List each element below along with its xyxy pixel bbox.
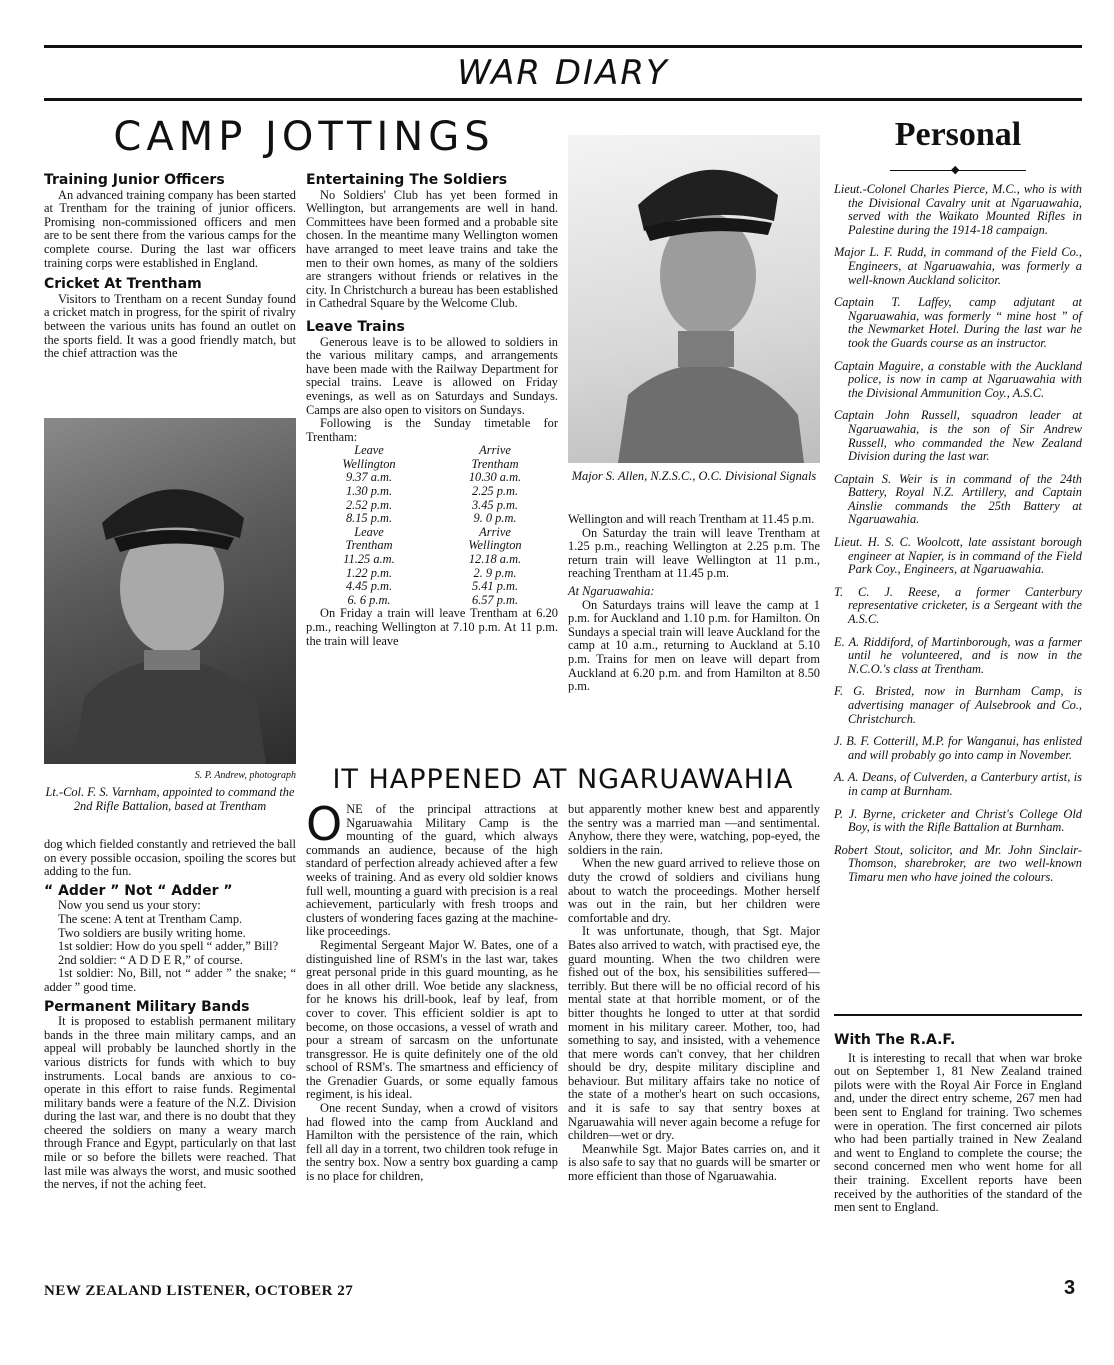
- leave-trains-text-2: Following is the Sunday timetable for Trentham:: [306, 416, 558, 444]
- adder-line: Two soldiers are busily writing home.: [58, 925, 246, 940]
- col3-text-3: On Saturdays trains will leave the camp at 1 p.m. for Auckland and 1.10 p.m. for Hamilton. On Sundays a special train will leave Auckland for the camp at 10 a.m., returning to Auckland at 5.10 p.m. Trains for men on leave will depart from Auckland at 6.20 p.m. and from Hamilton at 8.50 p.m.: [568, 597, 820, 694]
- bands-text: It is proposed to establish permanent military bands in the three main military camps, and an appeal will probably be launched shortly in the various districts for funds with which to buy instruments. Local bands are anxious to co-operate in this effort to raise funds. Regimental military bands were a feature of the N.Z. Division during the last war, and there is no doubt that they cheered the soldiers on many a weary march through France and Egypt, particularly on that last mile or so before the billets were reached. That last mile was always the worst, and music soothed the nerves, if not the aching feet.: [44, 1014, 296, 1192]
- table-row: 1.30 p.m. 2.25 p.m.: [345, 484, 519, 499]
- happened-text-b1: but apparently mother knew best and apparently the sentry was a married man —and sentimental. Anyhow, there they were, watching, pop-eyed, the soldiers in the rain.: [568, 802, 820, 857]
- personal-item: Captain T. Laffey, camp adjutant at Ngaruawahia, was formerly “ mine host ” of the Newmarket Hotel. During the last war he took the Guards course as an instructor.: [834, 295, 1082, 350]
- entertaining-heading: Entertaining The Soldiers: [306, 172, 508, 188]
- happened-title: IT HAPPENED AT NGARUAWAHIA: [332, 764, 794, 795]
- drop-cap: O: [306, 797, 343, 851]
- col3-text-1: Wellington and will reach Trentham at 11.45 p.m.: [568, 512, 815, 526]
- personal-item: P. J. Byrne, cricketer and Christ's College Old Boy, is with the Rifle Battalion at Burnham.: [834, 806, 1082, 835]
- personal-item: Robert Stout, solicitor, and Mr. John Sinclair-Thomson, sharebroker, are two well-known Timaru men who have joined the colours.: [834, 842, 1082, 884]
- happened-text-b2: When the new guard arrived to relieve those on duty the crowd of soldiers and civilians hung about to watch the proceedings. Mother herself was out in the rain, but her children were comfortable and dry.: [568, 856, 820, 925]
- section-title: WAR DIARY: [457, 53, 669, 93]
- cricket-text-2: dog which fielded constantly and retrieved the ball on every possible occasion, spoiling the scores but adding to the fun.: [44, 837, 296, 879]
- happened-text-b4: Meanwhile Sgt. Major Bates carries on, and it is also safe to say that no guards will be smarter or more efficient than those of Ngaruawahia.: [568, 1141, 820, 1184]
- timetable-to-trentham: [306, 444, 558, 607]
- column-3: [568, 513, 820, 694]
- happened-text-a3: One recent Sunday, when a crowd of visitors had flowed into the camp from Auckland and Hamilton with the persistence of the rain, which fell all day in a torrent, two children took refuge in the sentry box. Now a sentry box guarding a camp is no place for children,: [306, 1101, 558, 1184]
- leave-trains-text-1: Generous leave is to be allowed to soldiers in the various military camps, and arrangements have been made with the Railway Department for special trains. Leave is allowed on Friday evenings, as well as on Saturdays and Sundays. Camps are also open to visitors on Sundays.: [306, 334, 558, 417]
- raf-section: [834, 1030, 1082, 1215]
- table-row: 8.15 p.m. 9. 0 p.m.: [345, 511, 517, 526]
- table-header: Leave: [354, 524, 384, 539]
- adder-line: 1st soldier: No, Bill, not “ adder ” the snake; “ adder ” good time.: [44, 966, 296, 994]
- raf-heading: With The R.A.F.: [834, 1032, 956, 1048]
- training-text: An advanced training company has been started at Trentham for the training of junior officers. Promising non-commissioned officers and men are to be sent there from the various camps for the complete course. During the last war officers training corps were established in England.: [44, 187, 296, 270]
- entertaining-text: No Soldiers' Club has yet been formed in Wellington, but arrangements are well in hand. Committees have been formed and a probable site chosen. In the meantime many Wellington women have arranged to meet leave trains and take the men to their own homes, as many of the soldiers are strangers without friends or relatives in the city. In Christchurch a bureau has been established in Cathedral Square by the Welcome Club.: [306, 187, 558, 311]
- happened-column-a: [306, 797, 558, 1184]
- personal-item: Captain John Russell, squadron leader at Ngaruawahia, is the son of Sir Andrew Russell, who commanded the New Zealand Division during the last war.: [834, 408, 1082, 464]
- table-header: Arrive: [479, 524, 511, 539]
- table-row: 2.52 p.m. 3.45 p.m.: [345, 497, 519, 512]
- cricket-text-1: Visitors to Trentham on a recent Sunday found a cricket match in progress, for the spirit of rivalry between the various units has found an outlet on the sports field. It was a good friendly match, but the chief attraction was the: [44, 291, 296, 361]
- officer-profile-icon: [568, 135, 820, 463]
- masthead-bottom-rule: [44, 98, 1082, 101]
- officer-portrait-icon: [44, 418, 296, 764]
- allen-photo: [568, 135, 820, 463]
- table-row: 6. 6 p.m. 6.57 p.m.: [347, 592, 519, 607]
- happened-text-a1: NE of the principal attractions at Ngaruawahia Military Camp is the mounting of the guard, which always commands an audience, because of the high standard of perfection already achieved after a few weeks of training. And as every old soldier knows full well, mounting a guard with precision is a real achievement, particularly with fresh troops and clusters of wondering faces gazing at the machine-like proceedings.: [306, 802, 558, 939]
- table-row: 4.45 p.m. 5.41 p.m.: [345, 579, 519, 594]
- personal-item: Captain Maguire, a constable with the Auckland police, is now in camp at Ngaruawahia with the Divisional Ammunition Coy., A.S.C.: [834, 358, 1082, 400]
- leave-trains-heading: Leave Trains: [306, 318, 405, 335]
- personal-item: Captain S. Weir is in command of the 24th Battery, Royal N.Z. Artillery, and Captain Ainslie commands the 25th Battery at Ngaruawahia.: [834, 471, 1082, 527]
- personal-title: Personal: [894, 116, 1022, 153]
- top-rule: [44, 45, 1082, 48]
- happened-column-b: [568, 803, 820, 1184]
- col3-text-2: On Saturday the train will leave Trentham at 1.25 p.m., reaching Wellington at 2.25 p.m. The return train will leave Wellington at 11 p.m., reaching Trentham at 11.45 p.m.: [568, 525, 820, 581]
- column-1-bottom: [44, 838, 296, 1192]
- personal-item: E. A. Riddiford, of Martinborough, was a farmer until he volunteered, and is now in the N.C.O.'s class at Trentham.: [834, 634, 1082, 676]
- personal-item: Lieut.-Colonel Charles Pierce, M.C., who is with the Divisional Cavalry unit at Ngaruawahia, served with the Waikato Mounted Rifles in Palestine during the 1914-18 campaign.: [834, 182, 1082, 237]
- table-row: 11.25 a.m. 12.18 a.m.: [343, 552, 522, 567]
- raf-text: It is interesting to recall that when war broke out on September 1, 81 New Zealand trained pilots were with the Royal Air Force in England and, under the direct entry scheme, 267 men had been sent to England for training. Two schemes were in operation. The first concerned air pilots who had been partially trained in New Zealand and went to England to complete the course; the second concerned men who went home for all their training. Excellent reports have been received by the authorities of the standard of the men sent to England.: [834, 1050, 1082, 1215]
- personal-item: A. A. Deans, of Culverden, a Canterbury artist, is in camp at Burnham.: [834, 770, 1082, 798]
- photo-credit: S. P. Andrew, photograph: [194, 770, 296, 781]
- happened-text-a2: Regimental Sergeant Major W. Bates, one of a distinguished line of RSM's in the last war, takes great personal pride in this guard mounting, as he does in all other drill. Woe betide any slackness, for he knows his drill-book, leaf by leaf, from cover to cover. This efficient soldier is apt to become, on those occasions, a vessel of wrath and pour a stream of sarcasm on the unfortunate transgressor. He is quite definitely one of the old school of RSM's. The smartness and efficiency of the Grenadier Guards, or some equally famous regiment, is his ideal.: [306, 937, 558, 1102]
- varnham-caption: Lt.-Col. F. S. Varnham, appointed to command the 2nd Rifle Battalion, based at Trentham: [45, 785, 295, 813]
- personal-item: J. B. F. Cotterill, M.P. for Wanganui, has enlisted and will probably go into camp in November.: [834, 734, 1082, 762]
- personal-item: Lieut. H. S. C. Woolcott, late assistant borough engineer at Napier, is in command of the Field Park Coy., Engineers, at Ngaruawahia.: [834, 535, 1082, 577]
- adder-line: 2nd soldier: “ A D D E R,” of course.: [58, 952, 243, 967]
- varnham-photo: [44, 418, 296, 764]
- personal-item: T. C. J. Reese, a former Canterbury representative cricketer, is a Sergeant with the A.S.C.: [834, 584, 1082, 627]
- table-header: Trentham: [345, 538, 393, 553]
- diamond-ornament-icon: ◆: [951, 164, 960, 176]
- adder-line: 1st soldier: How do you spell “ adder,” Bill?: [58, 939, 279, 954]
- table-header: Leave: [354, 443, 384, 458]
- personal-item: Major L. F. Rudd, in command of the Field Co., Engineers, at Ngaruawahia, was formerly a well-known Auckland solicitor.: [834, 245, 1082, 287]
- table-header: Wellington: [468, 538, 522, 553]
- bands-heading: Permanent Military Bands: [44, 998, 250, 1015]
- raf-rule: [834, 1014, 1082, 1016]
- page-title: CAMP JOTTINGS: [113, 114, 495, 160]
- adder-line: The scene: A tent at Trentham Camp.: [58, 911, 243, 926]
- adder-heading: “ Adder ” Not “ Adder ”: [44, 882, 233, 899]
- leave-trains-text-3: On Friday a train will leave Trentham at 6.20 p.m., reaching Wellington at 7.10 p.m. At 11 p.m. the train will leave: [306, 606, 558, 648]
- table-header: Arrive: [479, 443, 511, 458]
- table-row: 9.37 a.m. 10.30 a.m.: [345, 470, 522, 485]
- column-2: [306, 170, 558, 648]
- table-header: Wellington: [342, 456, 396, 471]
- publication-footer: NEW ZEALAND LISTENER, OCTOBER 27: [44, 1283, 354, 1299]
- page-number: 3: [1064, 1277, 1076, 1299]
- personal-item: F. G. Bristed, now in Burnham Camp, is advertising manager of Aulsebrook and Co., Christchurch.: [834, 684, 1082, 726]
- cricket-heading: Cricket At Trentham: [44, 276, 202, 293]
- table-row: 1.22 p.m. 2. 9 p.m.: [345, 565, 517, 580]
- allen-caption: Major S. Allen, N.Z.S.C., O.C. Divisional Signals: [571, 469, 817, 483]
- happened-text-b3: It was unfortunate, though, that Sgt. Major Bates also arrived to watch, with practised eye, the guard mounting. When the two children were fished out of the box, his sensibilities suffered—terribly. But there will be no official record of his mental state at that horrible moment, or of the bitter thoughts he longed to utter at that sordid moment in his military career. Mother, too, had something to say, and insisted, with a vehemence that mere words can't convey, that her children should be dry, despite military discipline and behaviour. But military affairs take no notice of the state of a mother's heart on such occasions, and it is safe to say that sentry boxes at Ngaruawahia will never again become a refuge for children—wet or dry.: [568, 924, 820, 1143]
- personal-column: [834, 183, 1082, 894]
- training-heading: Training Junior Officers: [44, 172, 225, 188]
- table-header: Trentham: [471, 456, 519, 471]
- adder-line: Now you send us your story:: [58, 898, 201, 913]
- ngaruawahia-subhead: At Ngaruawahia:: [568, 583, 655, 598]
- column-1-top: [44, 170, 296, 361]
